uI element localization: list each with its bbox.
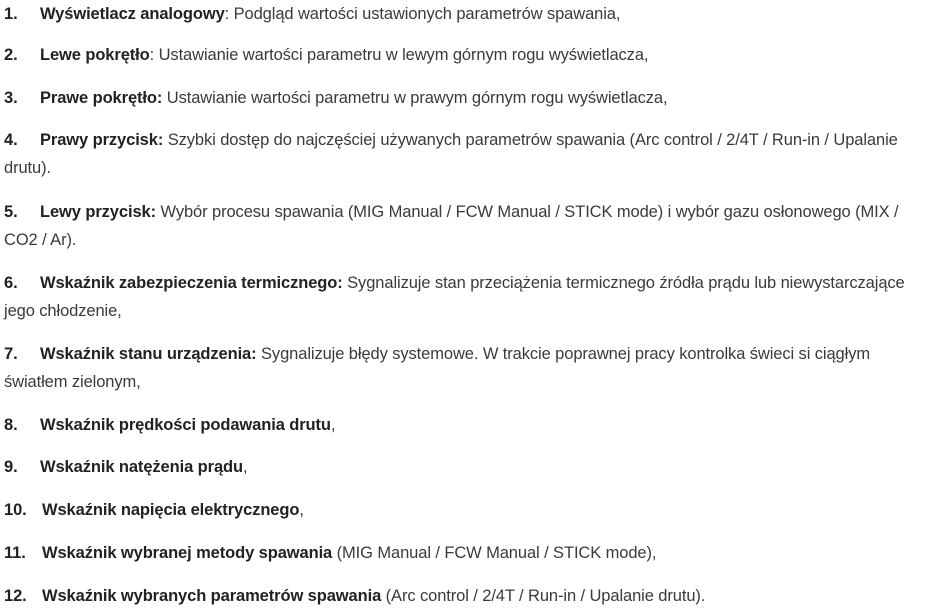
item-number: 10. xyxy=(4,501,27,519)
item-description: , xyxy=(243,458,248,476)
item-description: , xyxy=(330,416,336,434)
item-term: Wskaźnik prędkości podawania drutu xyxy=(40,416,331,434)
item-term: Wskaźnik wybranych parametrów spawania xyxy=(42,587,382,605)
item-number: 11. xyxy=(4,544,26,562)
list-item xyxy=(4,198,936,254)
list-item xyxy=(4,41,936,69)
item-description: (MIG Manual / FCW Manual / STICK mode), xyxy=(332,544,657,562)
item-number: 1. xyxy=(4,5,18,23)
list-item xyxy=(4,126,936,182)
item-term: Prawe pokrętło: xyxy=(40,89,163,107)
item-number: 4. xyxy=(4,131,18,149)
item-number: 6. xyxy=(4,274,18,292)
item-term: Wskaźnik natężenia prądu xyxy=(40,458,243,476)
item-description: : Ustawianie wartości parametru w lewym górnym rogu wyświetlacza, xyxy=(149,46,649,64)
list-item xyxy=(4,0,936,28)
item-description: , xyxy=(299,501,304,519)
list-item xyxy=(4,269,936,325)
item-number: 8. xyxy=(4,416,18,434)
item-number: 2. xyxy=(4,46,18,64)
item-term: Wskaźnik wybranej metody spawania xyxy=(42,544,333,562)
item-description: : Podgląd wartości ustawionych parametrów spawania, xyxy=(224,5,621,23)
item-term: Lewy przycisk: xyxy=(40,203,156,221)
item-number: 5. xyxy=(4,203,18,221)
item-term: Lewe pokrętło xyxy=(40,46,150,64)
list-item xyxy=(4,496,936,524)
item-term: Prawy przycisk: xyxy=(40,131,164,149)
item-description: Sygnalizuje błędy systemowe. W trakcie poprawnej pracy kontrolka świeci si ciągłym światłem zielonym, xyxy=(4,345,870,391)
item-number: 9. xyxy=(4,458,18,476)
list-item xyxy=(4,539,936,567)
item-term: Wskaźnik zabezpieczenia termicznego: xyxy=(40,274,343,292)
list-item xyxy=(4,411,936,439)
item-term: Wskaźnik stanu urządzenia: xyxy=(40,345,257,363)
list-item xyxy=(4,453,936,481)
item-description: Szybki dostęp do najczęściej używanych parametrów spawania (Arc control / 2/4T / Run-in / Upalanie drutu). xyxy=(4,131,898,177)
item-description: Wybór procesu spawania (MIG Manual / FCW Manual / STICK mode) i wybór gazu osłonowego (MIX / CO2 / Ar). xyxy=(4,203,899,249)
item-number: 3. xyxy=(4,89,18,107)
item-description: (Arc control / 2/4T / Run-in / Upalanie drutu). xyxy=(381,587,706,605)
item-term: Wskaźnik napięcia elektrycznego xyxy=(42,501,300,519)
item-number: 12. xyxy=(4,587,27,605)
item-term: Wyświetlacz analogowy xyxy=(40,5,225,23)
item-number: 7. xyxy=(4,345,18,363)
item-description: Ustawianie wartości parametru w prawym górnym rogu wyświetlacza, xyxy=(162,89,668,107)
list-item xyxy=(4,84,936,112)
item-description: Sygnalizuje stan przeciążenia termicznego źródła prądu lub niewystarczające jego chłodzenie, xyxy=(4,274,905,320)
list-item xyxy=(4,582,936,610)
list-item xyxy=(4,340,936,396)
